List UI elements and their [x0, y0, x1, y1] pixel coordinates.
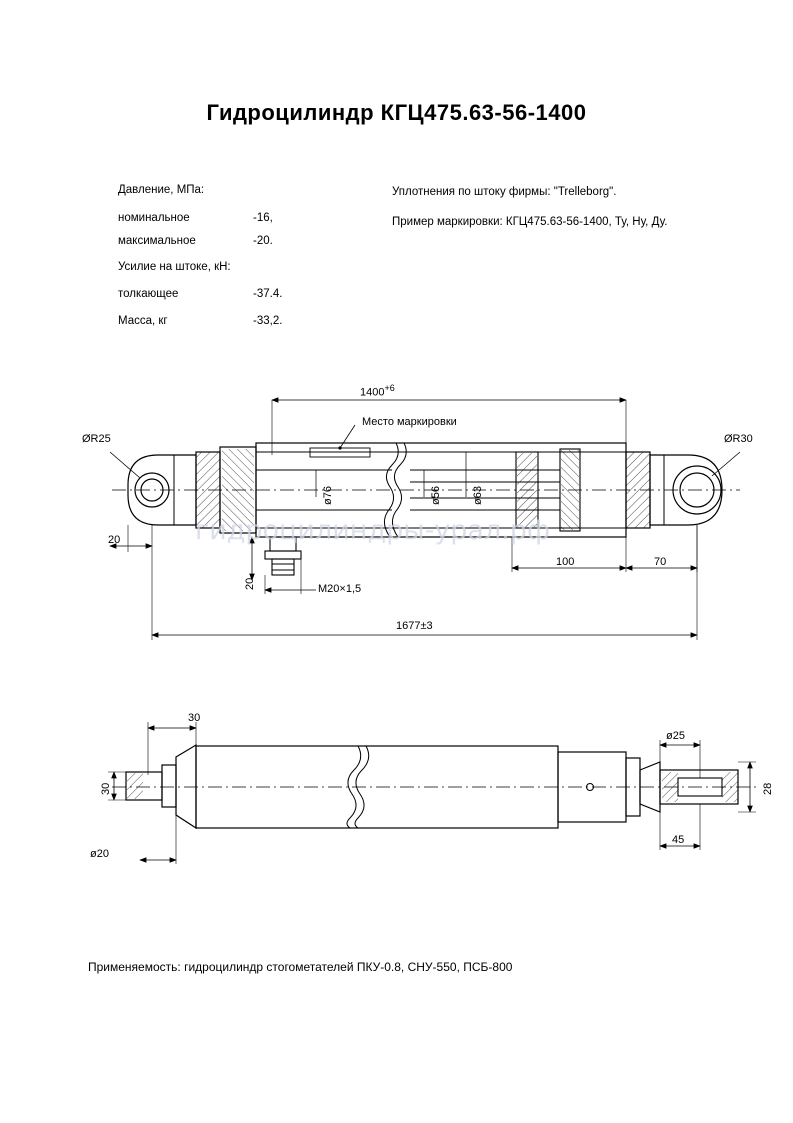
dim-r30: ØR30	[724, 433, 753, 445]
note-seals: Уплотнения по штоку фирмы: "Trelleborg".	[392, 186, 617, 198]
note-marking-example: Пример маркировки: КГЦ475.63-56-1400, Ту, Ну, Ду.	[392, 216, 668, 228]
pressure-heading: Давление, МПа:	[118, 184, 205, 196]
spec-label-nominal: номинальное	[118, 212, 190, 224]
dim2-d20: ø20	[90, 848, 109, 860]
dim-total: 1677±3	[396, 620, 433, 632]
dim-d63: ø63	[472, 486, 484, 505]
dim-stroke: $1400^{+6}$	[360, 383, 395, 399]
watermark: гидроцилиндры-урал.рф	[195, 515, 551, 546]
dim-thread: M20×1,5	[318, 583, 362, 595]
label-marking-place: Место маркировки	[362, 416, 457, 428]
spec-value-mass: -33,2.	[253, 315, 283, 327]
dim-r25: ØR25	[82, 433, 111, 445]
spec-label-push: толкающее	[118, 288, 179, 300]
dim-left-20: 20	[108, 534, 121, 546]
dim2-30-left: 30	[100, 782, 112, 795]
spec-value-push: -37.4.	[253, 288, 283, 300]
page-title: Гидроцилиндр КГЦ475.63-56-1400	[206, 100, 587, 125]
dim-d56: ø56	[430, 486, 442, 505]
spec-value-nominal: -16,	[253, 212, 273, 224]
dim-100: 100	[556, 556, 575, 568]
dim2-d25: ø25	[666, 730, 685, 742]
dim2-45: 45	[672, 834, 685, 846]
dim2-30-top: 30	[188, 712, 201, 724]
dim-70: 70	[654, 556, 667, 568]
dim-d76: ø76	[322, 486, 334, 505]
spec-label-mass: Масса, кг	[118, 315, 168, 327]
dim-port-20: 20	[244, 577, 256, 590]
dim2-28: 28	[762, 782, 774, 795]
applicability-note: Применяемость: гидроцилиндр стогометателей ПКУ-0.8, СНУ-550, ПСБ-800	[88, 960, 513, 974]
spec-label-max: максимальное	[118, 235, 196, 247]
force-heading: Усилие на штоке, кН:	[118, 261, 231, 273]
spec-value-max: -20.	[253, 235, 273, 247]
